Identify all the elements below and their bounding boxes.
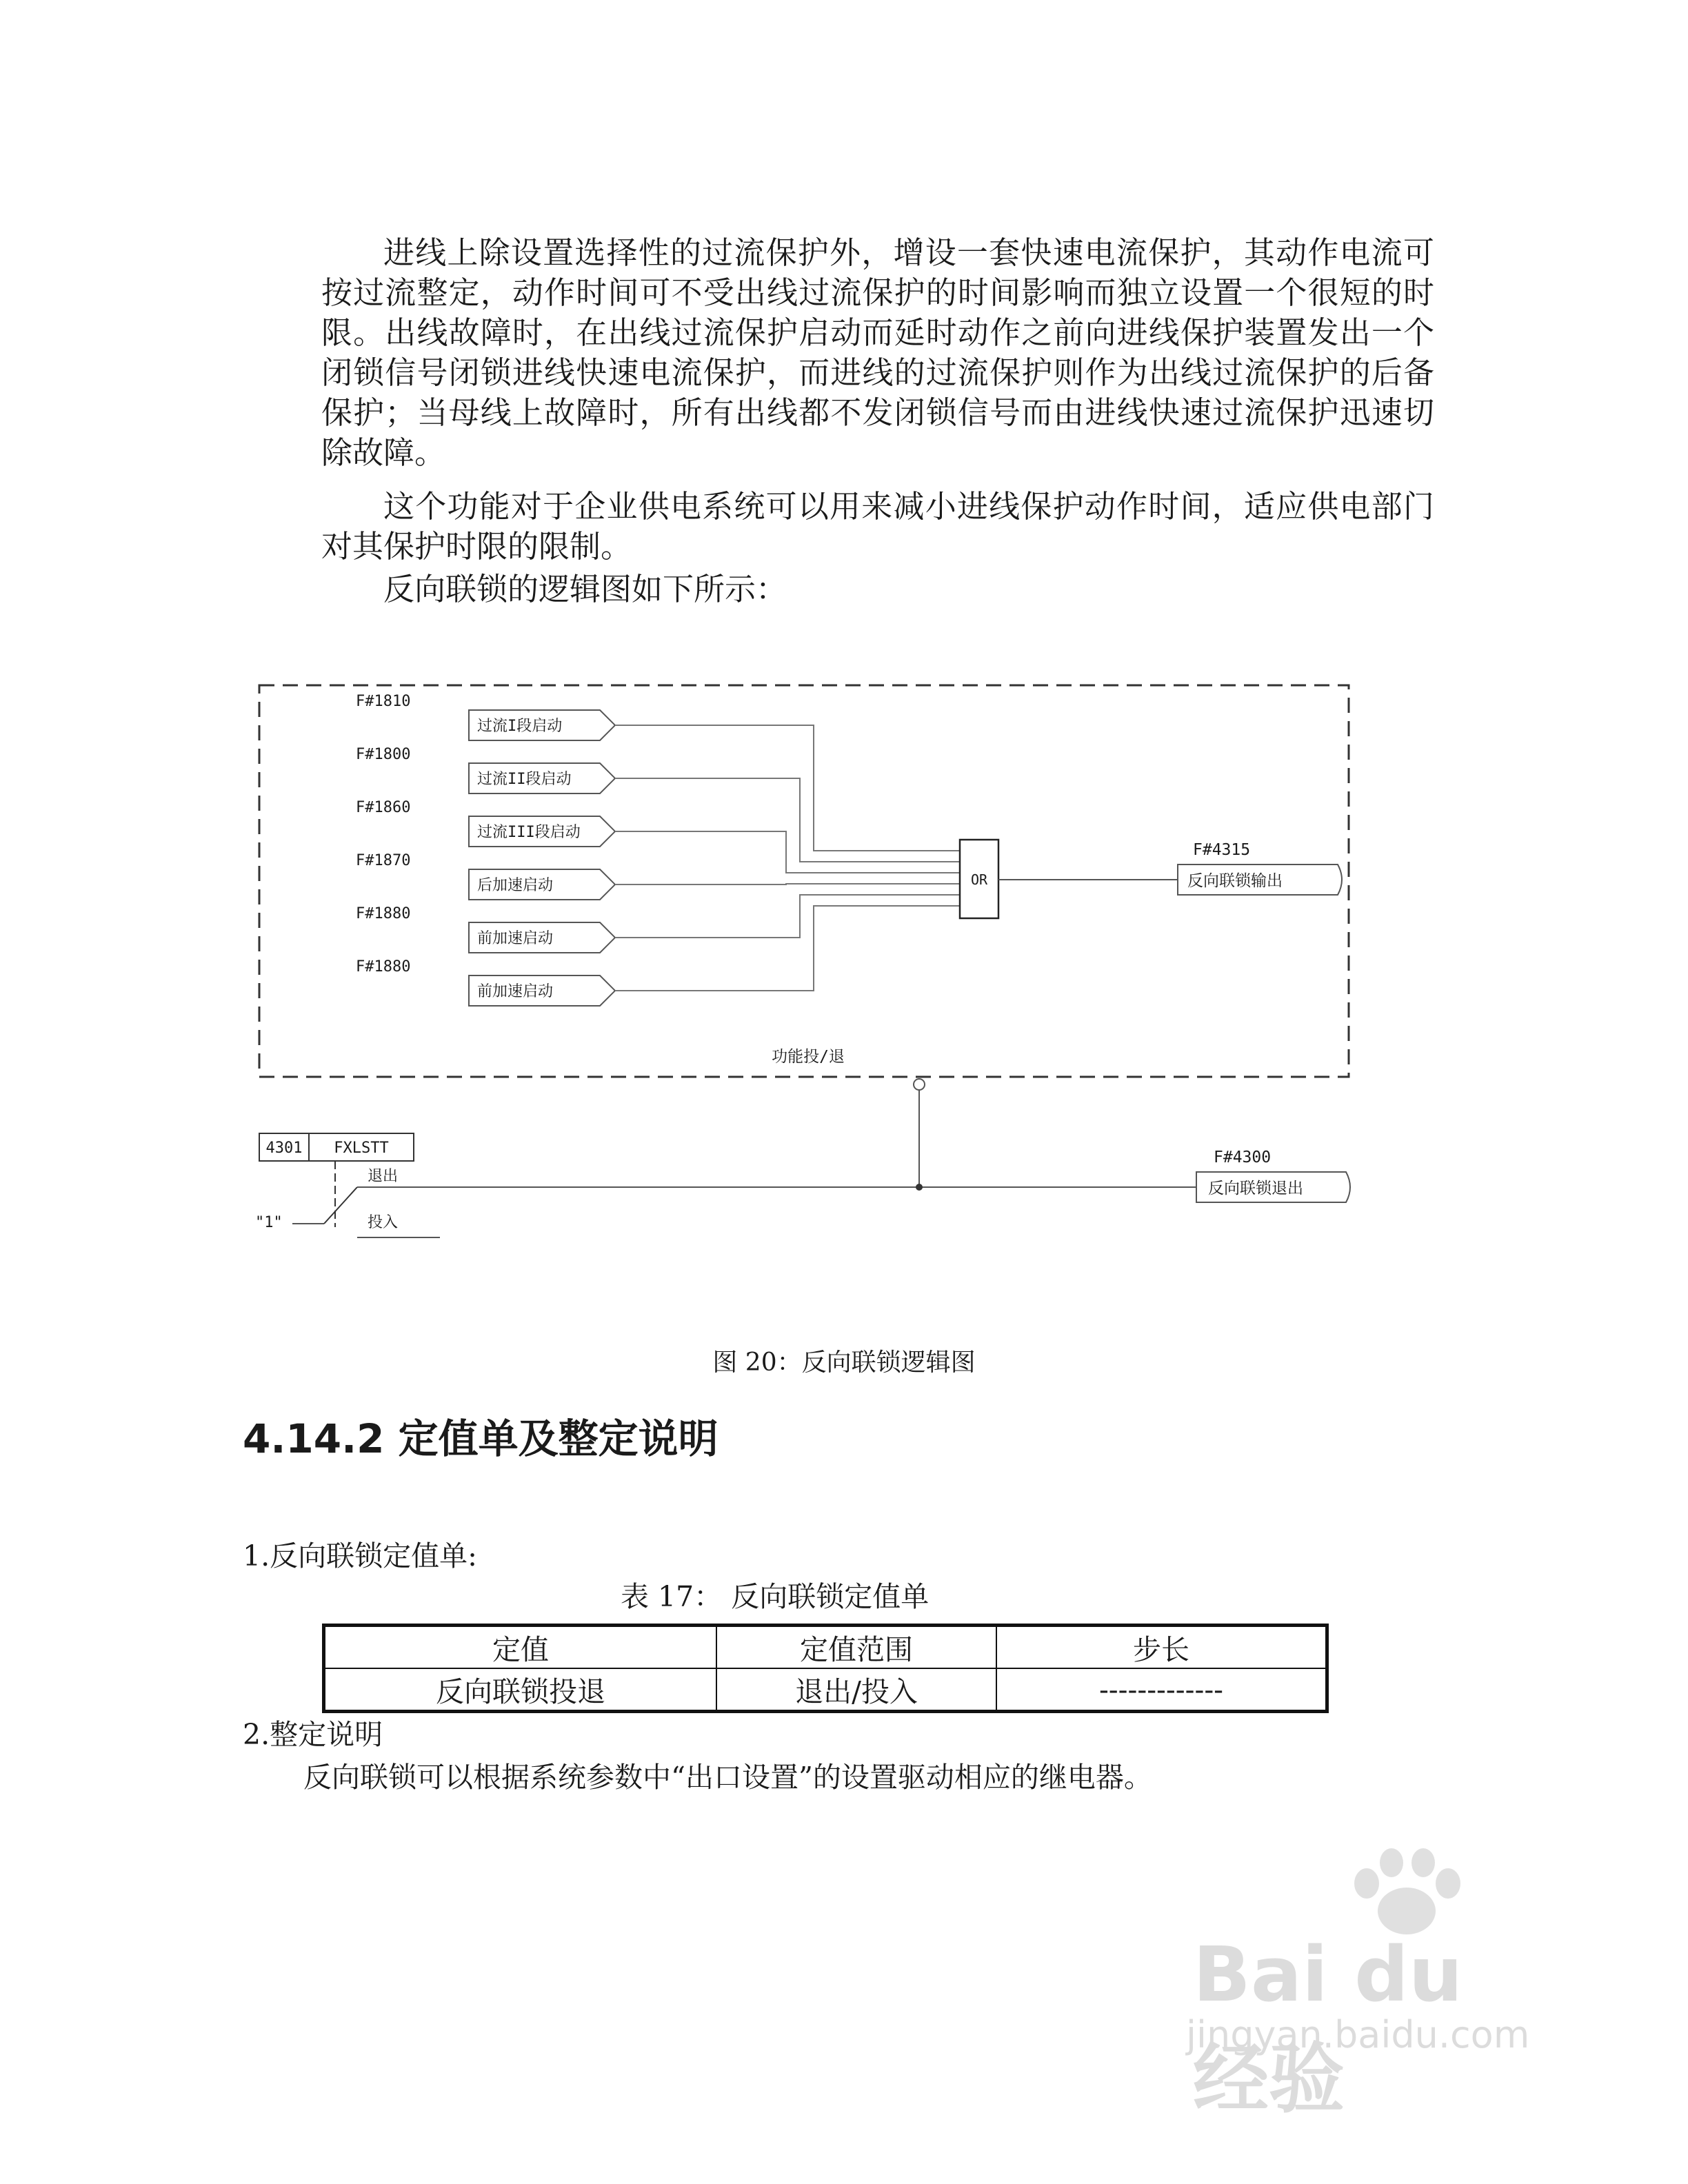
table-header-cell: 定值范围 (716, 1626, 996, 1669)
input-code: F#1810 (356, 693, 411, 710)
enable-junction-circle (914, 1079, 925, 1090)
input-label: 前加速启动 (477, 930, 554, 947)
table-cell: 退出/投入 (716, 1668, 996, 1712)
input-wire (615, 831, 960, 873)
switch-const-label: "1" (255, 1214, 283, 1231)
list-item-setting-table: 1.反向联锁定值单: (243, 1539, 477, 1573)
output2-label: 反向联锁退出 (1208, 1180, 1303, 1197)
table-title: 表 17： 反向联锁定值单 (621, 1580, 930, 1613)
input-code: F#1800 (356, 746, 411, 763)
watermark-url: jingyan.baidu.com (1186, 2013, 1530, 2056)
setting-note-text: 反向联锁可以根据系统参数中“出口设置”的设置驱动相应的继电器。 (303, 1761, 1152, 1794)
figure-caption: 图 20：反向联锁逻辑图 (712, 1348, 976, 1377)
watermark-brand: Bai du 经验 (1193, 1930, 1463, 2123)
output2-code: F#4300 (1214, 1149, 1272, 1166)
list-item-setting-notes: 2.整定说明 (243, 1718, 383, 1751)
input-signal-group (356, 693, 960, 1006)
enable-label: 功能投/退 (772, 1048, 845, 1066)
input-label: 过流III段启动 (477, 824, 581, 841)
input-code: F#1870 (356, 852, 411, 869)
input-wire (615, 895, 960, 938)
switch-blade (324, 1187, 357, 1224)
table-cell: ------------- (996, 1668, 1327, 1712)
switch-junction-dot (916, 1184, 923, 1191)
input-code: F#1880 (356, 958, 411, 975)
input-label: 过流I段启动 (477, 718, 563, 735)
paragraph-intro: 进线上除设置选择性的过流保护外，增设一套快速电流保护，其动作电流可按过流整定，动作时间可不受出线过流保护的时间影响而独立设置一个很短的时限。出线故障时，在出线过流保护启动而延时动作之前向进线保护装置发出一个闭锁信号闭锁进线快速电流保护，而进线的过流保护则作为出线过流保护的后备保护；当母线上故障时，所有出线都不发闭锁信号而由进线快速过流保护迅速切除故障。 (321, 234, 1434, 471)
paragraph-purpose: 这个功能对于企业供电系统可以用来减小进线保护动作时间，适应供电部门对其保护时限的限制。 (321, 488, 1434, 565)
paw-logo-icon (1338, 1848, 1476, 1937)
or-gate-label: OR (970, 871, 988, 888)
input-label: 前加速启动 (477, 983, 554, 1000)
input-wire (615, 906, 960, 991)
switch-on-label: 投入 (368, 1214, 399, 1231)
table-header-row (324, 1626, 1327, 1669)
input-label: 后加速启动 (477, 877, 554, 894)
input-code: F#1880 (356, 905, 411, 922)
setting-table (322, 1624, 1329, 1713)
input-wire (615, 778, 960, 862)
paragraph-diagram-intro: 反向联锁的逻辑图如下所示： (383, 571, 787, 607)
switch-off-label: 退出 (368, 1168, 399, 1185)
setting-name: FXLSTT (334, 1140, 389, 1157)
setting-id: 4301 (265, 1140, 303, 1157)
section-title: 4.14.2 定值单及整定说明 (243, 1415, 719, 1462)
output-code: F#4315 (1193, 841, 1251, 859)
output-label: 反向联锁输出 (1187, 872, 1283, 890)
input-label: 过流II段启动 (477, 771, 572, 788)
input-code: F#1860 (356, 799, 411, 816)
table-cell: 反向联锁投退 (324, 1668, 717, 1712)
baidu-watermark (1172, 1848, 1558, 2123)
table-header-cell: 定值 (324, 1626, 717, 1669)
table-header-cell: 步长 (996, 1626, 1327, 1669)
table-row (324, 1668, 1327, 1712)
reverse-interlock-logic-diagram (234, 676, 1365, 1255)
